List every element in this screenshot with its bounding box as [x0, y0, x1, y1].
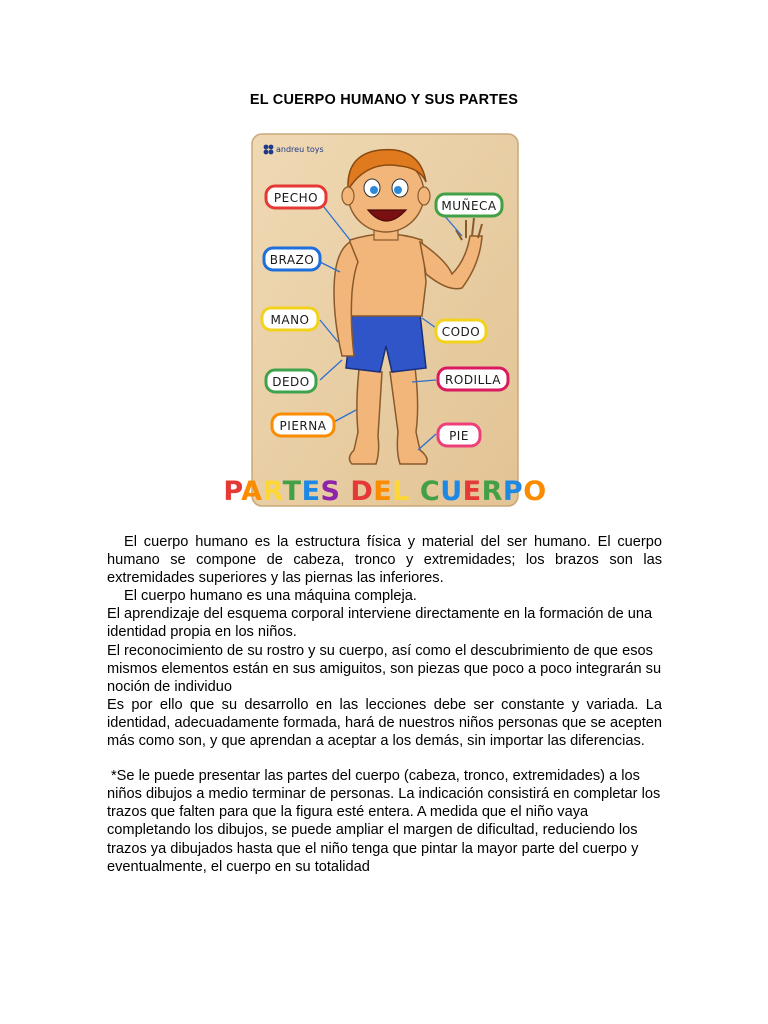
banner-letter: U — [440, 476, 463, 507]
paragraph-4: El reconocimiento de su rostro y su cuerpo, así como el descubrimiento de que esos mismos elementos están en sus amiguitos, son piezas que poco a poco integrarán su noción de individuo — [107, 642, 662, 695]
banner-letter — [340, 476, 350, 507]
document-title: EL CUERPO HUMANO Y SUS PARTES — [249, 92, 519, 108]
banner-letter: R — [262, 476, 283, 507]
brand-text: andreu toys — [276, 145, 324, 154]
label-muneca — [436, 194, 502, 216]
label-brazo — [264, 248, 320, 270]
label-rodilla — [438, 368, 508, 390]
puzzle-banner — [223, 476, 546, 507]
banner-letter: R — [481, 476, 503, 507]
banner-letter: L — [392, 476, 410, 507]
label-rodilla-text: RODILLA — [445, 373, 501, 387]
banner-letter: T — [282, 476, 302, 507]
paragraph-5: Es por ello que su desarrollo en las lecciones debe ser constante y variada. La identidad, adecuadamente formada, hará de nuestros niños personas que se acepten más como son, y que aprendan a aceptar a los demás, sin importar las diferencias. — [107, 696, 662, 750]
label-mano — [262, 308, 318, 330]
banner-letter: S — [320, 476, 341, 507]
paragraph-2: El cuerpo humano es una máquina compleja. — [124, 588, 417, 605]
paragraph-1: El cuerpo humano es la estructura física y material del ser humano. El cuerpo humano se compone de cabeza, tronco y extremidades; los brazos son las extremidades superiores y las piernas las inferiores. — [107, 534, 662, 587]
paragraph-6: *Se le puede presentar las partes del cuerpo (cabeza, tronco, extremidades) a los niños dibujos a medio terminar de personas. La indicación consistirá en completar los trazos que falten para que la figura esté entera. A medida que el niño vaya completando los dibujos, se puede ampliar el margen de dificultad, reduciendo los trazos ya dibujados hasta que el niño tenga que pintar la mayor parte del cuerpo y eventualmente, el cuerpo en su totalidad — [107, 768, 661, 875]
label-muneca-text: MUÑECA — [441, 199, 497, 213]
label-codo-text: CODO — [441, 325, 481, 339]
banner-letter: C — [419, 476, 441, 507]
banner-letter: P — [502, 476, 524, 507]
label-dedo — [266, 370, 316, 392]
banner-letter: E — [462, 476, 482, 507]
banner-letter: O — [523, 476, 547, 507]
banner-letter: A — [241, 476, 263, 507]
label-dedo-text: DEDO — [272, 375, 310, 389]
label-codo — [436, 320, 486, 342]
body-parts-puzzle-image — [223, 132, 547, 508]
banner-letter: D — [350, 476, 374, 507]
label-pierna-text: PIERNA — [279, 419, 327, 433]
document-body — [107, 533, 662, 876]
paragraph-3: El aprendizaje del esquema corporal interviene directamente en la formación de una identidad propia en los niños. — [107, 606, 653, 641]
label-pierna — [272, 414, 334, 436]
banner-letter: E — [301, 476, 321, 507]
banner-letter — [410, 476, 420, 507]
banner-letter: P — [223, 476, 242, 507]
label-brazo-text: BRAZO — [269, 253, 315, 267]
label-pecho — [266, 186, 326, 208]
label-pie-text: PIE — [449, 429, 469, 443]
label-pecho-text: PECHO — [273, 191, 319, 205]
label-pie — [438, 424, 480, 446]
label-mano-text: MANO — [270, 313, 310, 327]
banner-letter: E — [373, 476, 393, 507]
